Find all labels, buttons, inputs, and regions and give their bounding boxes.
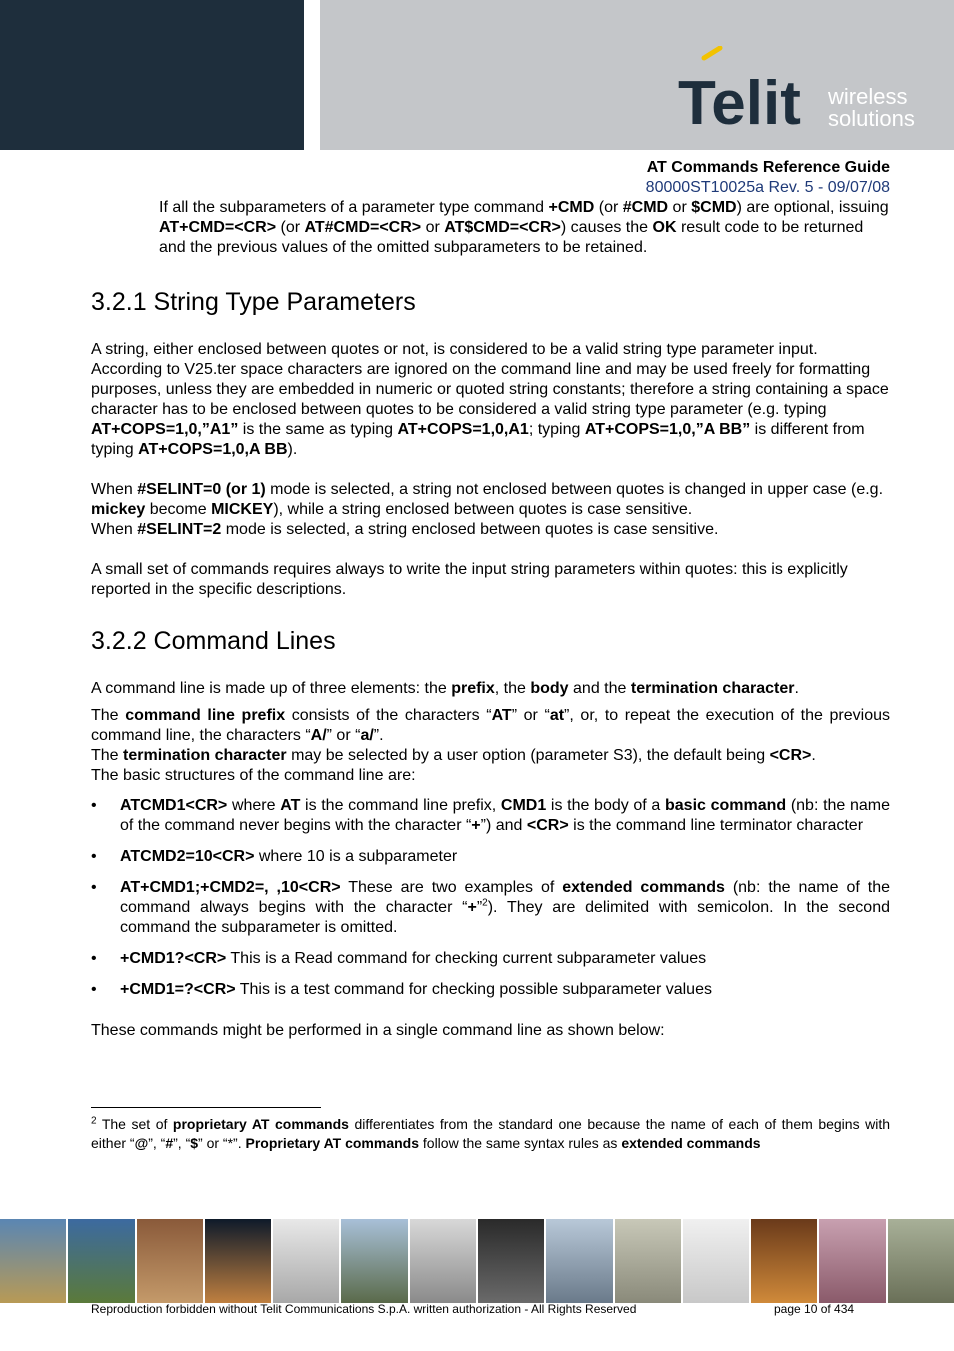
photo [888,1219,954,1303]
section-heading-3-2-1: 3.2.1 String Type Parameters [91,288,416,316]
footnote: $^2$ The set of proprietary AT commands differentiates from the standard one because the name of each of them begins with either “@”, “#”, “$” or “*”. Proprietary AT commands follow the same syntax rules as extended commands [91,1115,891,1151]
string-params-paragraph-3: A small set of commands requires always to write the input string parameters within quotes: this is explicitly reported in the specific descriptions. [91,561,848,598]
photo [0,1219,66,1303]
page-content [91,198,890,1041]
logo-brand: Telit [678,69,801,136]
copyright-notice: Reproduction forbidden without Telit Communications S.p.A. written authorization - All Rights Reserved [91,1302,637,1316]
command-lines-paragraph-4: The basic structures of the command line are: [91,767,416,784]
footer-photo-strip [0,1219,954,1303]
photo [751,1219,817,1303]
footnote-ref: 2 [482,897,488,909]
telit-logo [676,46,932,136]
photo [683,1219,749,1303]
command-structure-list [91,796,890,1000]
photo [68,1219,134,1303]
string-params-paragraph-2: When #SELINT=0 (or 1) mode is selected, a string not enclosed between quotes is changed in upper case (e.g. mickey become MICKEY), while a string enclosed between quotes is case sensitive. When #SELINT=2 mode is selected, a string enclosed between quotes is case sensitive. [91,481,884,538]
photo [615,1219,681,1303]
command-lines-paragraph-1: A command line is made up of three elements: the prefix, the body and the termination character. [91,680,799,697]
header-banner-dark [0,0,304,150]
page-number: page 10 of 434 [774,1302,855,1316]
command-lines-paragraph-3: The termination character may be selected by a user option (parameter S3), the default being <CR>. [91,747,816,764]
photo [205,1219,271,1303]
logo-tagline-2: solutions [828,106,915,131]
section-heading-3-2-2: 3.2.2 Command Lines [91,627,336,655]
command-lines-paragraph-2: The command line prefix consists of the characters “AT” or “at”, or, to repeat the execution of the previous command line, the characters “A/” or “a/”. [91,707,890,744]
page-footer [91,1302,881,1316]
doc-revision: 80000ST10025a Rev. 5 - 09/07/08 [645,179,890,196]
photo [137,1219,203,1303]
command-lines-paragraph-5: These commands might be performed in a single command line as shown below: [91,1022,665,1039]
intro-paragraph: If all the subparameters of a parameter type command +CMD (or #CMD or $CMD) are optional, issuing AT+CMD=<CR> (or AT#CMD=<CR> or AT$CMD=<CR>) causes the OK result code to be returned and the previous values of the omitted subparameters to be retained. [159,199,889,256]
list-item: • AT+CMD1;+CMD2=, ,10<CR> These are two examples of extended commands (nb: the name of the command always begins with the character “+”$^2$). They are delimited with semicolon. In the second command the subparameter is omitted. [91,879,890,936]
photo [341,1219,407,1303]
photo [478,1219,544,1303]
logo-tagline-1: wireless [828,84,908,109]
photo [410,1219,476,1303]
list-item: • ATCMD2=10<CR> where 10 is a subparameter [91,848,458,865]
photo [819,1219,885,1303]
photo [273,1219,339,1303]
string-params-paragraph-1: A string, either enclosed between quotes or not, is considered to be a valid string type parameter input. According to V25.ter space characters are ignored on the command line and may be used freely for formatting purposes, unless they are embedded in numeric or quoted string constants; therefore a string containing a space character has to be enclosed between quotes to be considered a valid string type parameter (e.g. typing AT+COPS=1,0,”A1” is the same as typing AT+COPS=1,0,A1; typing AT+COPS=1,0,”A BB” is different from typing AT+COPS=1,0,A BB). [91,341,889,458]
footnote-separator [91,1107,321,1108]
list-item: • +CMD1=?<CR> This is a test command for checking possible subparameter values [91,981,712,998]
photo [546,1219,612,1303]
doc-title: AT Commands Reference Guide [646,159,890,176]
list-item: • ATCMD1<CR> where AT is the command line prefix, CMD1 is the body of a basic command (nb: the name of the command never begins with the character “+”) and <CR> is the command line terminator character [91,797,891,834]
list-item: • +CMD1?<CR> This is a Read command for checking current subparameter values [91,950,707,967]
